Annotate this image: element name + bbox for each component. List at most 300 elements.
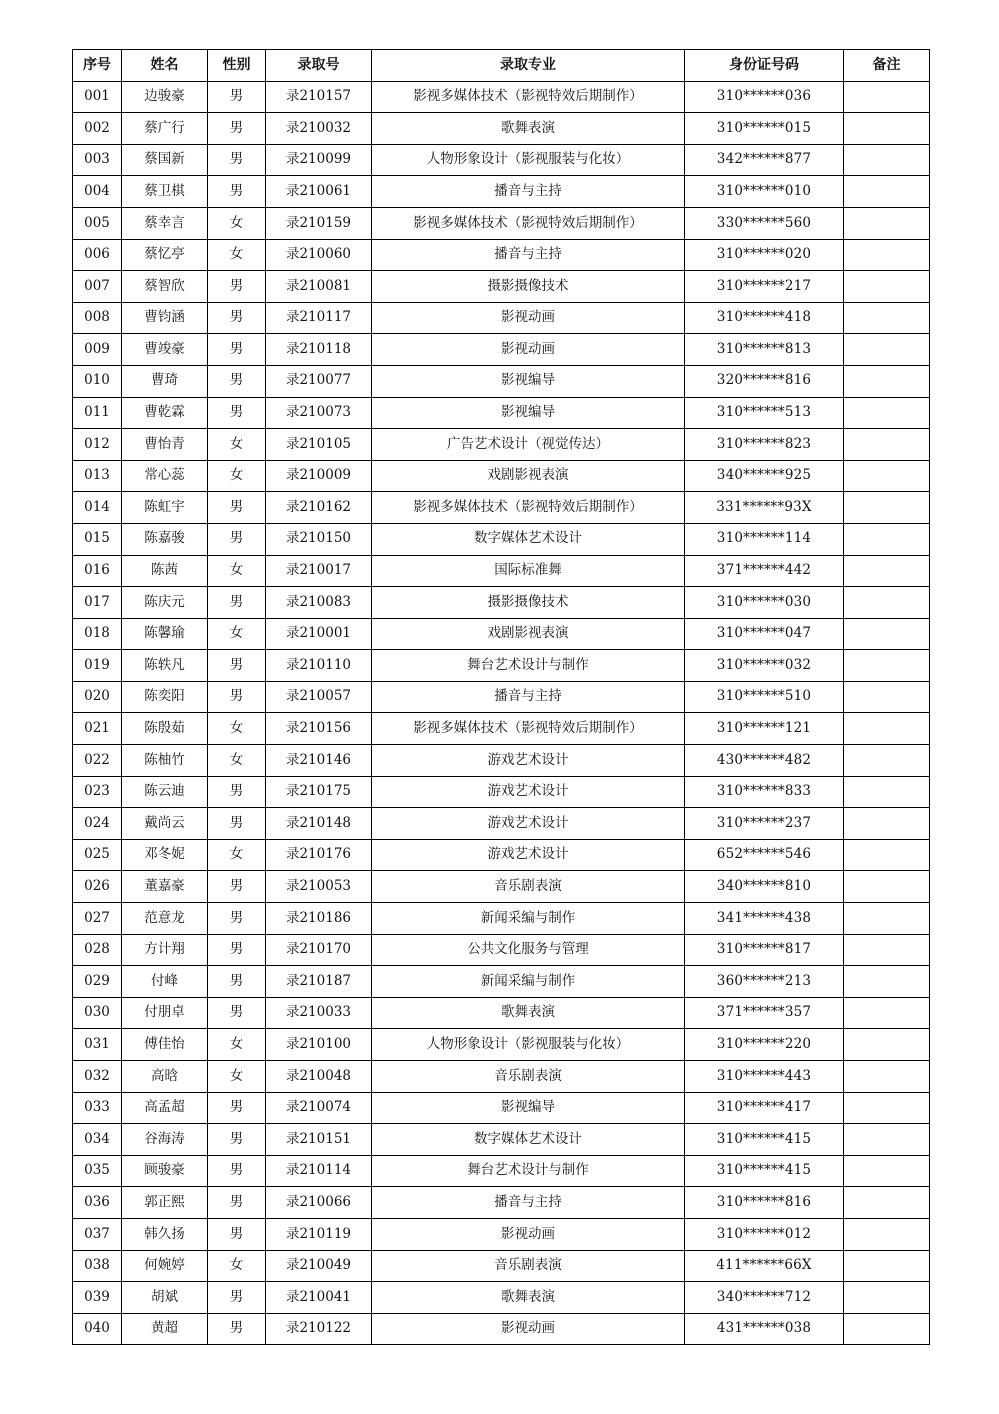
admission-number-cell: 录210159 bbox=[266, 207, 372, 239]
table-row bbox=[73, 1282, 930, 1314]
major-cell: 歌舞表演 bbox=[372, 113, 685, 145]
major-cell: 歌舞表演 bbox=[372, 997, 685, 1029]
gender-cell: 女 bbox=[208, 429, 266, 461]
gender-cell: 男 bbox=[208, 271, 266, 303]
id-number-cell: 310******823 bbox=[685, 429, 844, 461]
serial-cell: 007 bbox=[73, 271, 122, 303]
admission-number-cell: 录210146 bbox=[266, 745, 372, 777]
admission-number-cell: 录210176 bbox=[266, 839, 372, 871]
serial-cell: 038 bbox=[73, 1250, 122, 1282]
id-number-cell: 330******560 bbox=[685, 207, 844, 239]
serial-cell: 005 bbox=[73, 207, 122, 239]
table-row bbox=[73, 239, 930, 271]
name-cell: 蔡卫棋 bbox=[122, 176, 208, 208]
table-row bbox=[73, 966, 930, 998]
remarks-cell bbox=[844, 302, 930, 334]
serial-cell: 016 bbox=[73, 555, 122, 587]
gender-cell: 男 bbox=[208, 302, 266, 334]
serial-cell: 026 bbox=[73, 871, 122, 903]
table-row bbox=[73, 1313, 930, 1345]
admission-number-cell: 录210187 bbox=[266, 966, 372, 998]
serial-cell: 037 bbox=[73, 1218, 122, 1250]
admission-number-cell: 录210048 bbox=[266, 1061, 372, 1093]
gender-cell: 女 bbox=[208, 239, 266, 271]
id-number-cell: 342******877 bbox=[685, 144, 844, 176]
major-cell: 摄影摄像技术 bbox=[372, 587, 685, 619]
id-number-cell: 360******213 bbox=[685, 966, 844, 998]
admission-number-cell: 录210041 bbox=[266, 1282, 372, 1314]
remarks-cell bbox=[844, 808, 930, 840]
admission-number-cell: 录210186 bbox=[266, 903, 372, 935]
serial-cell: 015 bbox=[73, 523, 122, 555]
admission-number-cell: 录210175 bbox=[266, 776, 372, 808]
id-number-cell: 431******038 bbox=[685, 1313, 844, 1345]
remarks-cell bbox=[844, 1282, 930, 1314]
name-cell: 范意龙 bbox=[122, 903, 208, 935]
id-number-cell: 310******415 bbox=[685, 1155, 844, 1187]
remarks-cell bbox=[844, 1061, 930, 1093]
admission-number-cell: 录210119 bbox=[266, 1218, 372, 1250]
table-header-row bbox=[73, 50, 930, 82]
gender-cell: 男 bbox=[208, 144, 266, 176]
serial-cell: 030 bbox=[73, 997, 122, 1029]
major-cell: 播音与主持 bbox=[372, 1187, 685, 1219]
gender-cell: 男 bbox=[208, 776, 266, 808]
name-cell: 蔡国新 bbox=[122, 144, 208, 176]
major-cell: 音乐剧表演 bbox=[372, 1250, 685, 1282]
remarks-cell bbox=[844, 365, 930, 397]
major-cell: 影视编导 bbox=[372, 1092, 685, 1124]
header-major: 录取专业 bbox=[372, 50, 685, 82]
major-cell: 影视动画 bbox=[372, 334, 685, 366]
table-row bbox=[73, 144, 930, 176]
remarks-cell bbox=[844, 1250, 930, 1282]
admission-number-cell: 录210110 bbox=[266, 650, 372, 682]
major-cell: 人物形象设计（影视服装与化妆） bbox=[372, 144, 685, 176]
name-cell: 陈庆元 bbox=[122, 587, 208, 619]
name-cell: 顾骏豪 bbox=[122, 1155, 208, 1187]
id-number-cell: 310******816 bbox=[685, 1187, 844, 1219]
major-cell: 音乐剧表演 bbox=[372, 1061, 685, 1093]
name-cell: 蔡幸言 bbox=[122, 207, 208, 239]
major-cell: 音乐剧表演 bbox=[372, 871, 685, 903]
major-cell: 数字媒体艺术设计 bbox=[372, 1124, 685, 1156]
name-cell: 韩久扬 bbox=[122, 1218, 208, 1250]
admission-number-cell: 录210083 bbox=[266, 587, 372, 619]
name-cell: 曹乾霖 bbox=[122, 397, 208, 429]
remarks-cell bbox=[844, 776, 930, 808]
remarks-cell bbox=[844, 81, 930, 113]
admission-number-cell: 录210105 bbox=[266, 429, 372, 461]
major-cell: 公共文化服务与管理 bbox=[372, 934, 685, 966]
name-cell: 方计翔 bbox=[122, 934, 208, 966]
gender-cell: 男 bbox=[208, 1218, 266, 1250]
name-cell: 谷海涛 bbox=[122, 1124, 208, 1156]
name-cell: 高晗 bbox=[122, 1061, 208, 1093]
remarks-cell bbox=[844, 1092, 930, 1124]
remarks-cell bbox=[844, 207, 930, 239]
header-id-number: 身份证号码 bbox=[685, 50, 844, 82]
header-remarks: 备注 bbox=[844, 50, 930, 82]
header-serial-number: 序号 bbox=[73, 50, 122, 82]
remarks-cell bbox=[844, 903, 930, 935]
id-number-cell: 310******032 bbox=[685, 650, 844, 682]
remarks-cell bbox=[844, 1124, 930, 1156]
id-number-cell: 340******810 bbox=[685, 871, 844, 903]
admission-number-cell: 录210017 bbox=[266, 555, 372, 587]
header-name: 姓名 bbox=[122, 50, 208, 82]
major-cell: 影视多媒体技术（影视特效后期制作） bbox=[372, 81, 685, 113]
admission-number-cell: 录210009 bbox=[266, 460, 372, 492]
gender-cell: 女 bbox=[208, 460, 266, 492]
major-cell: 戏剧影视表演 bbox=[372, 618, 685, 650]
remarks-cell bbox=[844, 839, 930, 871]
serial-cell: 032 bbox=[73, 1061, 122, 1093]
serial-cell: 010 bbox=[73, 365, 122, 397]
gender-cell: 男 bbox=[208, 492, 266, 524]
remarks-cell bbox=[844, 429, 930, 461]
admission-number-cell: 录210032 bbox=[266, 113, 372, 145]
gender-cell: 男 bbox=[208, 1187, 266, 1219]
admission-number-cell: 录210053 bbox=[266, 871, 372, 903]
admission-number-cell: 录210077 bbox=[266, 365, 372, 397]
remarks-cell bbox=[844, 681, 930, 713]
table-row bbox=[73, 713, 930, 745]
remarks-cell bbox=[844, 460, 930, 492]
name-cell: 曹钧涵 bbox=[122, 302, 208, 334]
major-cell: 舞台艺术设计与制作 bbox=[372, 1155, 685, 1187]
table-row bbox=[73, 650, 930, 682]
table-row bbox=[73, 492, 930, 524]
id-number-cell: 331******93X bbox=[685, 492, 844, 524]
gender-cell: 男 bbox=[208, 934, 266, 966]
id-number-cell: 310******415 bbox=[685, 1124, 844, 1156]
major-cell: 播音与主持 bbox=[372, 239, 685, 271]
table-row bbox=[73, 745, 930, 777]
admission-number-cell: 录210057 bbox=[266, 681, 372, 713]
header-gender: 性别 bbox=[208, 50, 266, 82]
table-body bbox=[73, 81, 930, 1345]
table-row bbox=[73, 365, 930, 397]
remarks-cell bbox=[844, 397, 930, 429]
serial-cell: 034 bbox=[73, 1124, 122, 1156]
major-cell: 广告艺术设计（视觉传达） bbox=[372, 429, 685, 461]
gender-cell: 男 bbox=[208, 334, 266, 366]
serial-cell: 021 bbox=[73, 713, 122, 745]
gender-cell: 女 bbox=[208, 745, 266, 777]
major-cell: 新闻采编与制作 bbox=[372, 903, 685, 935]
serial-cell: 027 bbox=[73, 903, 122, 935]
admission-number-cell: 录210001 bbox=[266, 618, 372, 650]
remarks-cell bbox=[844, 966, 930, 998]
table-row bbox=[73, 1250, 930, 1282]
serial-cell: 031 bbox=[73, 1029, 122, 1061]
name-cell: 常心蕊 bbox=[122, 460, 208, 492]
name-cell: 付朋卓 bbox=[122, 997, 208, 1029]
admission-number-cell: 录210148 bbox=[266, 808, 372, 840]
name-cell: 黄超 bbox=[122, 1313, 208, 1345]
remarks-cell bbox=[844, 492, 930, 524]
remarks-cell bbox=[844, 1029, 930, 1061]
serial-cell: 028 bbox=[73, 934, 122, 966]
table-row bbox=[73, 1061, 930, 1093]
gender-cell: 女 bbox=[208, 839, 266, 871]
major-cell: 影视多媒体技术（影视特效后期制作） bbox=[372, 713, 685, 745]
remarks-cell bbox=[844, 650, 930, 682]
remarks-cell bbox=[844, 523, 930, 555]
table-row bbox=[73, 1092, 930, 1124]
table-row bbox=[73, 808, 930, 840]
admission-number-cell: 录210150 bbox=[266, 523, 372, 555]
remarks-cell bbox=[844, 1155, 930, 1187]
remarks-cell bbox=[844, 1187, 930, 1219]
admission-number-cell: 录210151 bbox=[266, 1124, 372, 1156]
admission-number-cell: 录210122 bbox=[266, 1313, 372, 1345]
gender-cell: 男 bbox=[208, 966, 266, 998]
major-cell: 戏剧影视表演 bbox=[372, 460, 685, 492]
remarks-cell bbox=[844, 176, 930, 208]
admission-roster-table bbox=[72, 49, 930, 1345]
remarks-cell bbox=[844, 997, 930, 1029]
major-cell: 歌舞表演 bbox=[372, 1282, 685, 1314]
id-number-cell: 310******220 bbox=[685, 1029, 844, 1061]
admission-number-cell: 录210049 bbox=[266, 1250, 372, 1282]
gender-cell: 男 bbox=[208, 997, 266, 1029]
remarks-cell bbox=[844, 113, 930, 145]
gender-cell: 男 bbox=[208, 176, 266, 208]
serial-cell: 020 bbox=[73, 681, 122, 713]
major-cell: 摄影摄像技术 bbox=[372, 271, 685, 303]
serial-cell: 012 bbox=[73, 429, 122, 461]
id-number-cell: 310******030 bbox=[685, 587, 844, 619]
table-row bbox=[73, 81, 930, 113]
id-number-cell: 310******047 bbox=[685, 618, 844, 650]
id-number-cell: 341******438 bbox=[685, 903, 844, 935]
table-row bbox=[73, 271, 930, 303]
gender-cell: 男 bbox=[208, 587, 266, 619]
id-number-cell: 310******020 bbox=[685, 239, 844, 271]
serial-cell: 039 bbox=[73, 1282, 122, 1314]
id-number-cell: 430******482 bbox=[685, 745, 844, 777]
gender-cell: 女 bbox=[208, 713, 266, 745]
gender-cell: 女 bbox=[208, 1061, 266, 1093]
remarks-cell bbox=[844, 1313, 930, 1345]
major-cell: 影视编导 bbox=[372, 365, 685, 397]
gender-cell: 女 bbox=[208, 1029, 266, 1061]
serial-cell: 040 bbox=[73, 1313, 122, 1345]
serial-cell: 008 bbox=[73, 302, 122, 334]
major-cell: 游戏艺术设计 bbox=[372, 745, 685, 777]
table-row bbox=[73, 1029, 930, 1061]
name-cell: 董嘉豪 bbox=[122, 871, 208, 903]
remarks-cell bbox=[844, 745, 930, 777]
id-number-cell: 310******036 bbox=[685, 81, 844, 113]
serial-cell: 017 bbox=[73, 587, 122, 619]
admission-number-cell: 录210073 bbox=[266, 397, 372, 429]
admission-number-cell: 录210117 bbox=[266, 302, 372, 334]
table-row bbox=[73, 460, 930, 492]
serial-cell: 023 bbox=[73, 776, 122, 808]
id-number-cell: 310******510 bbox=[685, 681, 844, 713]
id-number-cell: 340******712 bbox=[685, 1282, 844, 1314]
table-row bbox=[73, 587, 930, 619]
table-row bbox=[73, 681, 930, 713]
major-cell: 游戏艺术设计 bbox=[372, 808, 685, 840]
id-number-cell: 310******217 bbox=[685, 271, 844, 303]
table-row bbox=[73, 1187, 930, 1219]
serial-cell: 001 bbox=[73, 81, 122, 113]
id-number-cell: 310******813 bbox=[685, 334, 844, 366]
remarks-cell bbox=[844, 934, 930, 966]
id-number-cell: 371******357 bbox=[685, 997, 844, 1029]
admission-number-cell: 录210162 bbox=[266, 492, 372, 524]
name-cell: 陈云迪 bbox=[122, 776, 208, 808]
admission-number-cell: 录210157 bbox=[266, 81, 372, 113]
serial-cell: 033 bbox=[73, 1092, 122, 1124]
gender-cell: 男 bbox=[208, 1124, 266, 1156]
name-cell: 邓冬妮 bbox=[122, 839, 208, 871]
name-cell: 戴尚云 bbox=[122, 808, 208, 840]
gender-cell: 男 bbox=[208, 365, 266, 397]
table-row bbox=[73, 113, 930, 145]
remarks-cell bbox=[844, 334, 930, 366]
id-number-cell: 310******121 bbox=[685, 713, 844, 745]
admission-roster-sheet bbox=[72, 49, 929, 1345]
table-row bbox=[73, 1124, 930, 1156]
gender-cell: 男 bbox=[208, 903, 266, 935]
gender-cell: 女 bbox=[208, 555, 266, 587]
table-row bbox=[73, 903, 930, 935]
major-cell: 游戏艺术设计 bbox=[372, 839, 685, 871]
serial-cell: 025 bbox=[73, 839, 122, 871]
serial-cell: 036 bbox=[73, 1187, 122, 1219]
serial-cell: 013 bbox=[73, 460, 122, 492]
id-number-cell: 340******925 bbox=[685, 460, 844, 492]
admission-number-cell: 录210100 bbox=[266, 1029, 372, 1061]
gender-cell: 女 bbox=[208, 1250, 266, 1282]
table-row bbox=[73, 776, 930, 808]
remarks-cell bbox=[844, 144, 930, 176]
id-number-cell: 320******816 bbox=[685, 365, 844, 397]
major-cell: 播音与主持 bbox=[372, 176, 685, 208]
name-cell: 傅佳怡 bbox=[122, 1029, 208, 1061]
remarks-cell bbox=[844, 1218, 930, 1250]
serial-cell: 006 bbox=[73, 239, 122, 271]
major-cell: 国际标准舞 bbox=[372, 555, 685, 587]
gender-cell: 男 bbox=[208, 81, 266, 113]
name-cell: 蔡忆亭 bbox=[122, 239, 208, 271]
id-number-cell: 310******010 bbox=[685, 176, 844, 208]
table-row bbox=[73, 934, 930, 966]
admission-number-cell: 录210061 bbox=[266, 176, 372, 208]
admission-number-cell: 录210033 bbox=[266, 997, 372, 1029]
gender-cell: 男 bbox=[208, 113, 266, 145]
name-cell: 郭正熙 bbox=[122, 1187, 208, 1219]
id-number-cell: 652******546 bbox=[685, 839, 844, 871]
serial-cell: 014 bbox=[73, 492, 122, 524]
name-cell: 曹竣豪 bbox=[122, 334, 208, 366]
table-row bbox=[73, 555, 930, 587]
remarks-cell bbox=[844, 871, 930, 903]
gender-cell: 男 bbox=[208, 1092, 266, 1124]
serial-cell: 011 bbox=[73, 397, 122, 429]
gender-cell: 女 bbox=[208, 618, 266, 650]
name-cell: 蔡智欣 bbox=[122, 271, 208, 303]
table-row bbox=[73, 1218, 930, 1250]
remarks-cell bbox=[844, 271, 930, 303]
remarks-cell bbox=[844, 587, 930, 619]
name-cell: 陈茜 bbox=[122, 555, 208, 587]
id-number-cell: 310******418 bbox=[685, 302, 844, 334]
table-row bbox=[73, 523, 930, 555]
serial-cell: 009 bbox=[73, 334, 122, 366]
id-number-cell: 310******012 bbox=[685, 1218, 844, 1250]
admission-number-cell: 录210099 bbox=[266, 144, 372, 176]
table-row bbox=[73, 618, 930, 650]
serial-cell: 029 bbox=[73, 966, 122, 998]
table-row bbox=[73, 429, 930, 461]
admission-number-cell: 录210114 bbox=[266, 1155, 372, 1187]
major-cell: 影视动画 bbox=[372, 1313, 685, 1345]
gender-cell: 男 bbox=[208, 650, 266, 682]
serial-cell: 018 bbox=[73, 618, 122, 650]
admission-number-cell: 录210060 bbox=[266, 239, 372, 271]
id-number-cell: 411******66X bbox=[685, 1250, 844, 1282]
gender-cell: 女 bbox=[208, 207, 266, 239]
table-row bbox=[73, 997, 930, 1029]
table-row bbox=[73, 1155, 930, 1187]
table-row bbox=[73, 207, 930, 239]
name-cell: 胡斌 bbox=[122, 1282, 208, 1314]
name-cell: 付峰 bbox=[122, 966, 208, 998]
name-cell: 曹琦 bbox=[122, 365, 208, 397]
id-number-cell: 310******237 bbox=[685, 808, 844, 840]
major-cell: 游戏艺术设计 bbox=[372, 776, 685, 808]
serial-cell: 022 bbox=[73, 745, 122, 777]
id-number-cell: 310******114 bbox=[685, 523, 844, 555]
id-number-cell: 310******443 bbox=[685, 1061, 844, 1093]
name-cell: 陈嘉骏 bbox=[122, 523, 208, 555]
gender-cell: 男 bbox=[208, 397, 266, 429]
name-cell: 陈柚竹 bbox=[122, 745, 208, 777]
gender-cell: 男 bbox=[208, 1313, 266, 1345]
table-row bbox=[73, 334, 930, 366]
admission-number-cell: 录210066 bbox=[266, 1187, 372, 1219]
admission-number-cell: 录210081 bbox=[266, 271, 372, 303]
major-cell: 影视动画 bbox=[372, 302, 685, 334]
name-cell: 高孟超 bbox=[122, 1092, 208, 1124]
major-cell: 播音与主持 bbox=[372, 681, 685, 713]
serial-cell: 035 bbox=[73, 1155, 122, 1187]
major-cell: 人物形象设计（影视服装与化妆） bbox=[372, 1029, 685, 1061]
serial-cell: 024 bbox=[73, 808, 122, 840]
id-number-cell: 310******833 bbox=[685, 776, 844, 808]
name-cell: 陈虹宇 bbox=[122, 492, 208, 524]
name-cell: 何婉婷 bbox=[122, 1250, 208, 1282]
major-cell: 影视多媒体技术（影视特效后期制作） bbox=[372, 492, 685, 524]
major-cell: 影视动画 bbox=[372, 1218, 685, 1250]
id-number-cell: 310******417 bbox=[685, 1092, 844, 1124]
id-number-cell: 310******015 bbox=[685, 113, 844, 145]
id-number-cell: 371******442 bbox=[685, 555, 844, 587]
remarks-cell bbox=[844, 713, 930, 745]
serial-cell: 019 bbox=[73, 650, 122, 682]
admission-number-cell: 录210170 bbox=[266, 934, 372, 966]
table-row bbox=[73, 839, 930, 871]
id-number-cell: 310******513 bbox=[685, 397, 844, 429]
gender-cell: 男 bbox=[208, 1155, 266, 1187]
name-cell: 陈奕阳 bbox=[122, 681, 208, 713]
